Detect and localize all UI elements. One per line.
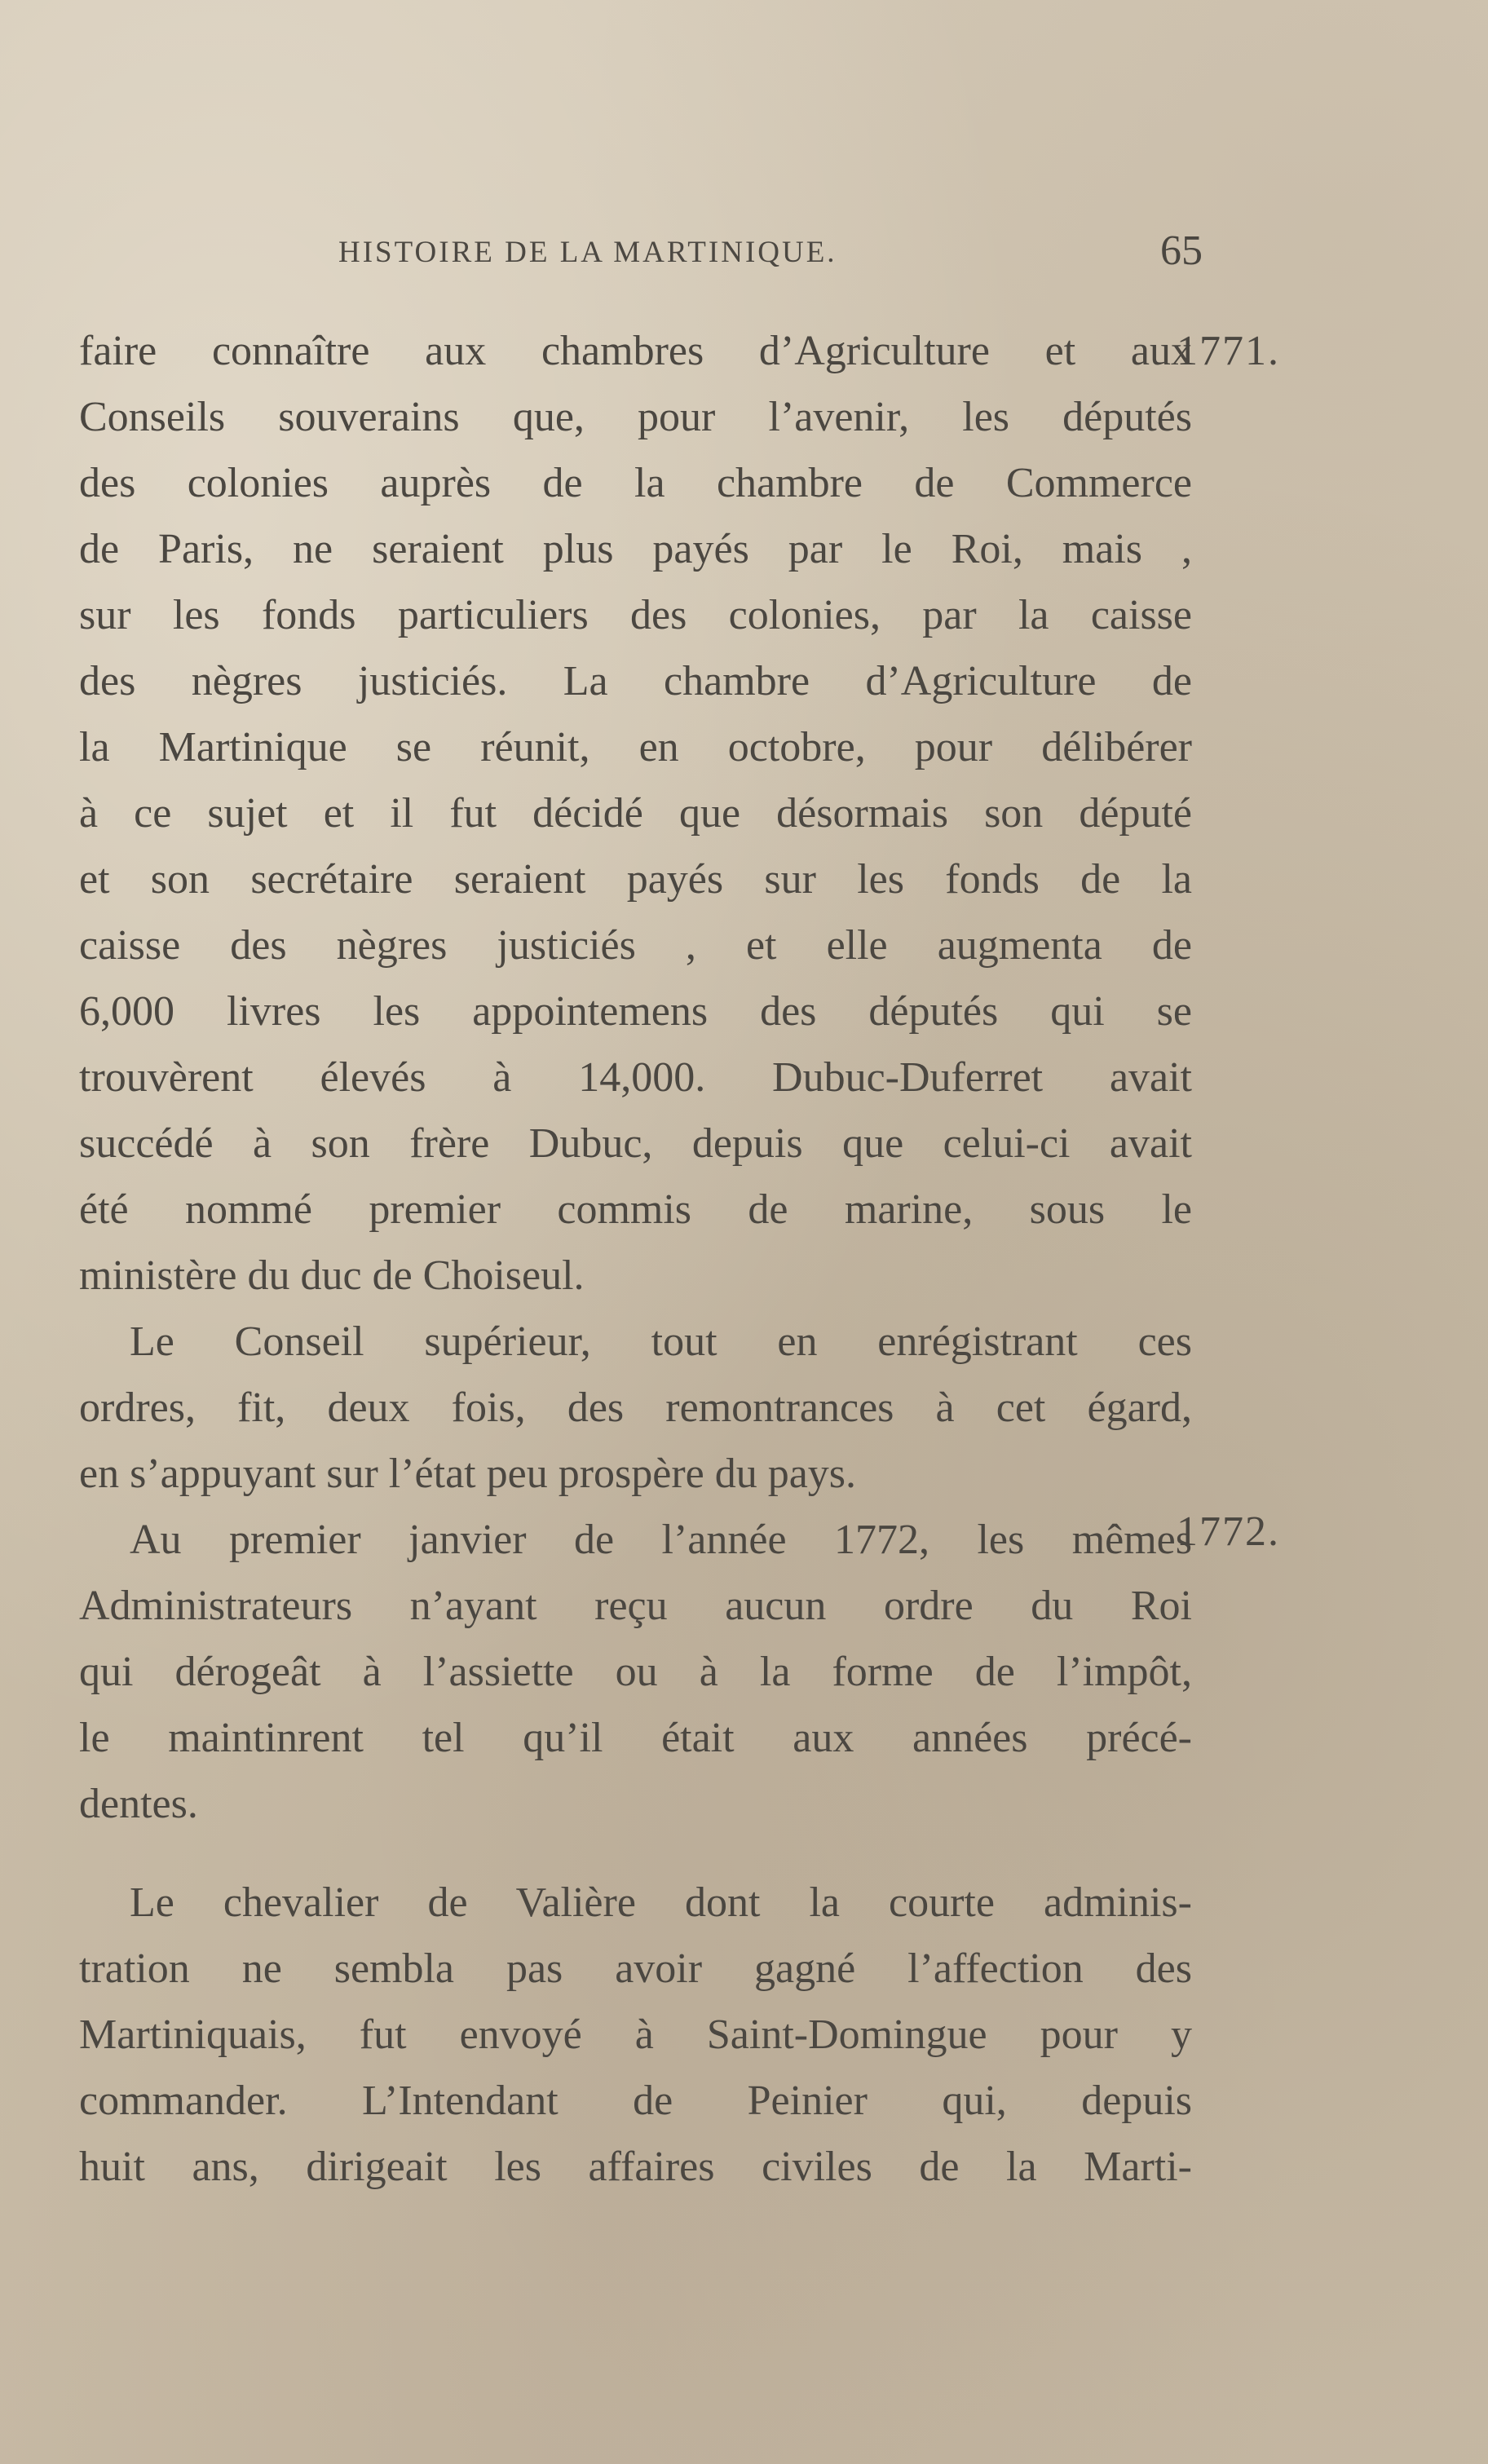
text-line: à ce sujet et il fut décidé que désormais son député bbox=[79, 790, 1192, 837]
text-line: de Paris, ne seraient plus payés par le Roi, mais , bbox=[79, 526, 1192, 572]
text-line: en s’appuyant sur l’état peu prospère du pays. bbox=[79, 1451, 857, 1497]
text-line: trouvèrent élevés à 14,000. Dubuc-Duferret avait bbox=[79, 1054, 1192, 1101]
paragraph-3 bbox=[79, 1507, 1192, 1837]
text-line: faire connaître aux chambres d’Agriculture et aux bbox=[79, 328, 1192, 374]
text-line: huit ans, dirigeait les affaires civiles de la Marti- bbox=[79, 2144, 1192, 2190]
margin-year-1772: 1772. bbox=[1177, 1508, 1280, 1555]
text-line: caisse des nègres justiciés , et elle augmenta de bbox=[79, 922, 1192, 969]
text-line: le maintinrent tel qu’il était aux années précé- bbox=[79, 1715, 1192, 1761]
text-line: Le chevalier de Valière dont la courte adminis- bbox=[130, 1879, 1192, 1926]
text-line: des nègres justiciés. La chambre d’Agriculture de bbox=[79, 658, 1192, 704]
page-number: 65 bbox=[1160, 227, 1203, 274]
text-line: Administrateurs n’ayant reçu aucun ordre du Roi bbox=[79, 1583, 1192, 1629]
paragraph-1 bbox=[79, 318, 1192, 1309]
paragraph-gap bbox=[79, 1837, 1192, 1870]
paragraph-4 bbox=[79, 1870, 1192, 2200]
body-text bbox=[79, 318, 1192, 2200]
text-line: et son secrétaire seraient payés sur les fonds de la bbox=[79, 856, 1192, 903]
margin-year-1771: 1771. bbox=[1177, 328, 1280, 374]
text-line: été nommé premier commis de marine, sous le bbox=[79, 1186, 1192, 1233]
text-line: 6,000 livres les appointemens des députés qui se bbox=[79, 988, 1192, 1035]
paragraph-2 bbox=[79, 1309, 1192, 1507]
text-line: Le Conseil supérieur, tout en enrégistrant ces bbox=[130, 1318, 1192, 1365]
text-line: dentes. bbox=[79, 1781, 198, 1827]
text-line: tration ne sembla pas avoir gagné l’affection des bbox=[79, 1945, 1192, 1992]
text-line: des colonies auprès de la chambre de Commerce bbox=[79, 460, 1192, 506]
text-line: Martiniquais, fut envoyé à Saint-Domingue pour y bbox=[79, 2011, 1192, 2058]
running-title: HISTOIRE DE LA MARTINIQUE. bbox=[338, 236, 837, 269]
text-line: qui dérogeât à l’assiette ou à la forme de l’impôt, bbox=[79, 1649, 1192, 1695]
text-line: la Martinique se réunit, en octobre, pour délibérer bbox=[79, 724, 1192, 771]
running-head bbox=[338, 227, 1203, 276]
text-line: Au premier janvier de l’année 1772, les mêmes bbox=[130, 1517, 1192, 1563]
text-line: ministère du duc de Choiseul. bbox=[79, 1252, 585, 1299]
text-line: ordres, fit, deux fois, des remontrances à cet égard, bbox=[79, 1384, 1192, 1431]
text-line: commander. L’Intendant de Peinier qui, depuis bbox=[79, 2078, 1192, 2124]
text-line: sur les fonds particuliers des colonies, par la caisse bbox=[79, 592, 1192, 638]
text-line: succédé à son frère Dubuc, depuis que celui-ci avait bbox=[79, 1120, 1192, 1167]
text-line: Conseils souverains que, pour l’avenir, les députés bbox=[79, 394, 1192, 440]
